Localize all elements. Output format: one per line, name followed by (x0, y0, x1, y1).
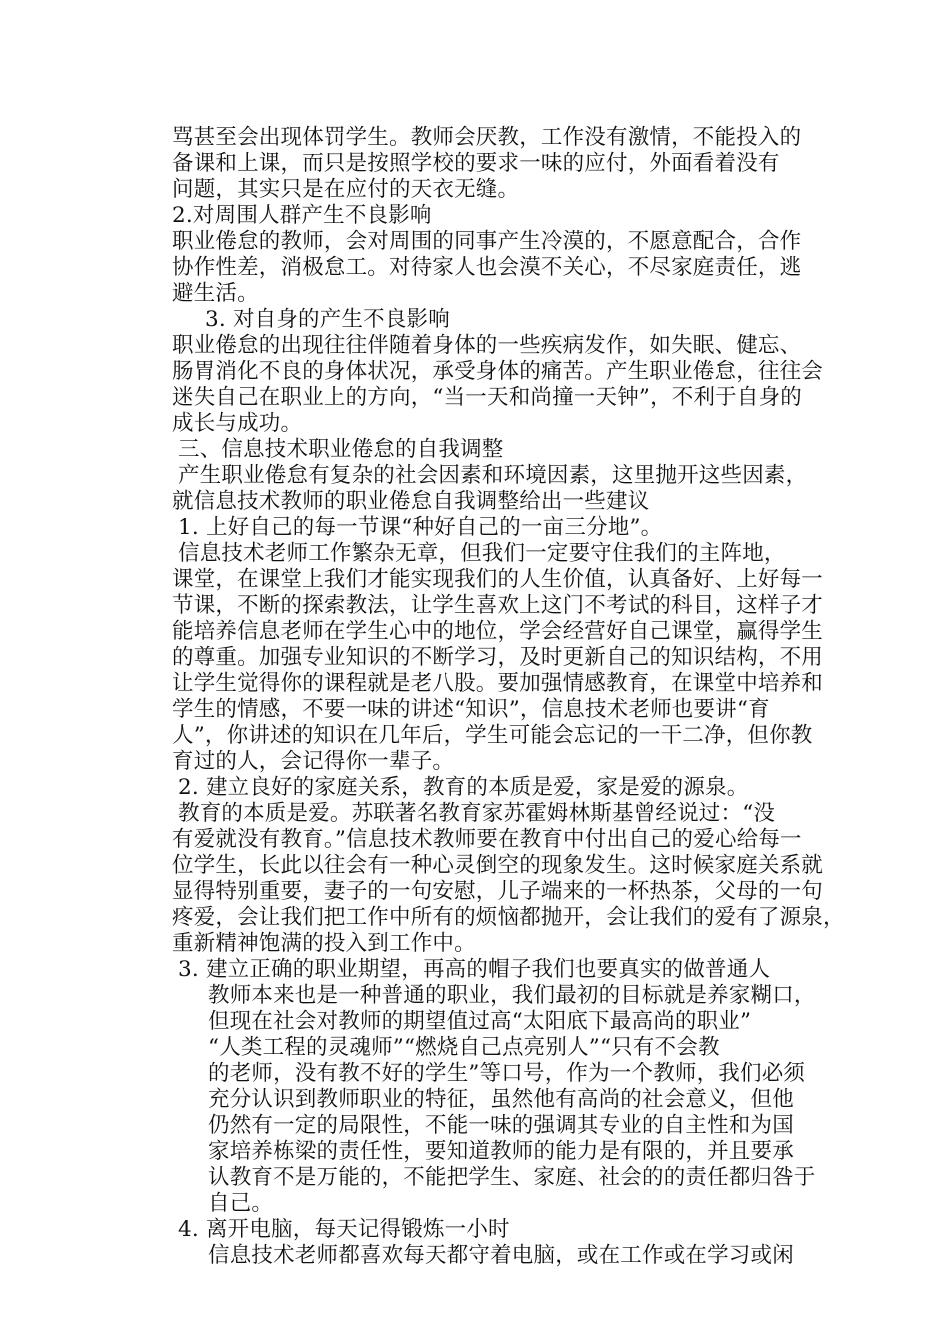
text-line: 的尊重。加强专业知识的不断学习，及时更新自己的知识结构，不用 (172, 645, 824, 670)
section-heading: 三、信息技术职业倦怠的自我调整 (178, 437, 504, 462)
text-line: 认教育不是万能的，不能把学生、家庭、社会的的责任都归咎于 (208, 1165, 816, 1190)
text-line: 显得特别重要，妻子的一句安慰，儿子端来的一杯热茶，父母的一句 (172, 879, 824, 904)
text-line: 人”，你讲述的知识在几年后，学生可能会忘记的一干二净，但你教 (172, 723, 813, 748)
text-line: 让学生觉得你的课程就是老八股。要加强情感教育，在课堂中培养和 (172, 671, 824, 696)
list-heading: 1. 上好自己的每一节课“种好自己的一亩三分地”。 (178, 515, 663, 540)
text-line: 课堂，在课堂上我们才能实现我们的人生价值，认真备好、上好每一 (172, 567, 824, 592)
text-line: 避生活。 (172, 281, 259, 306)
text-line: 但现在社会对教师的期望值过高“太阳底下最高尚的职业” (208, 1009, 752, 1034)
text-line: 肠胃消化不良的身体状况，承受身体的痛苦。产生职业倦怠，往往会 (172, 359, 824, 384)
text-line: 产生职业倦怠有复杂的社会因素和环境因素，这里抛开这些因素， (178, 463, 808, 488)
text-line: 备课和上课，而只是按照学校的要求一味的应付，外面看着没有 (172, 151, 780, 176)
text-line: 的老师，没有教不好的学生”等口号，作为一个教师，我们必须 (208, 1061, 806, 1086)
text-line: 位学生，长此以往会有一种心灵倒空的现象发生。这时候家庭关系就 (172, 853, 824, 878)
subheading: 3. 对自身的产生不良影响 (205, 307, 450, 332)
text-line: 教师本来也是一种普通的职业，我们最初的目标就是养家糊口， (208, 983, 816, 1008)
text-line: 自己。 (208, 1191, 274, 1216)
list-heading: 2. 建立良好的家庭关系，教育的本质是爱，家是爱的源泉。 (178, 775, 749, 800)
text-line: 就信息技术教师的职业倦怠自我调整给出一些建议 (172, 489, 650, 514)
subheading: 2.对周围人群产生不良影响 (172, 203, 432, 228)
text-line: 能培养信息老师在学生心中的地位，学会经营好自己课堂，赢得学生 (172, 619, 824, 644)
text-line: 节课，不断的探索教法，让学生喜欢上这门不考试的科目，这样子才 (172, 593, 824, 618)
text-line: 有爱就没有教育。”信息技术教师要在教育中付出自己的爱心给每一 (172, 827, 802, 852)
list-heading: 4. 离开电脑，每天记得锻炼一小时 (178, 1217, 510, 1242)
text-line: 仍然有一定的局限性，不能一味的强调其专业的自主性和为国 (208, 1113, 794, 1138)
text-line: 问题，其实只是在应付的天衣无缝。 (172, 177, 520, 202)
text-line: 职业倦怠的出现往往伴随着身体的一些疾病发作，如失眠、健忘、 (172, 333, 802, 358)
text-line: 疼爱，会让我们把工作中所有的烦恼都抛开，会让我们的爱有了源泉， (172, 905, 845, 930)
text-line: 职业倦怠的教师，会对周围的同事产生冷漠的，不愿意配合，合作 (172, 229, 802, 254)
text-line: 教育的本质是爱。苏联著名教育家苏霍姆林斯基曾经说过：“没 (178, 801, 776, 826)
text-line: 成长与成功。 (172, 411, 303, 436)
text-line: 重新精神饱满的投入到工作中。 (172, 931, 476, 956)
text-line: 信息技术老师工作繁杂无章，但我们一定要守住我们的主阵地， (178, 541, 786, 566)
text-line: 学生的情感，不要一味的讲述“知识”，信息技术老师也要讲“育 (172, 697, 770, 722)
text-line: 家培养栋梁的责任性，要知道教师的能力是有限的，并且要承 (208, 1139, 794, 1164)
text-line: 充分认识到教师职业的特征，虽然他有高尚的社会意义，但他 (208, 1087, 794, 1112)
text-line: 信息技术老师都喜欢每天都守着电脑，或在工作或在学习或闲 (208, 1243, 794, 1268)
text-line: 迷失自己在职业上的方向，“当一天和尚撞一天钟”，不利于自身的 (172, 385, 802, 410)
text-line: 骂甚至会出现体罚学生。教师会厌教，工作没有激情，不能投入的 (172, 125, 802, 150)
text-line: 育过的人，会记得你一辈子。 (172, 749, 455, 774)
list-heading: 3. 建立正确的职业期望，再高的帽子我们也要真实的做普通人 (178, 957, 771, 982)
text-line: “人类工程的灵魂师”“燃烧自己点亮别人”“只有不会教 (208, 1035, 720, 1060)
text-line: 协作性差，消极怠工。对待家人也会漠不关心，不尽家庭责任，逃 (172, 255, 802, 280)
